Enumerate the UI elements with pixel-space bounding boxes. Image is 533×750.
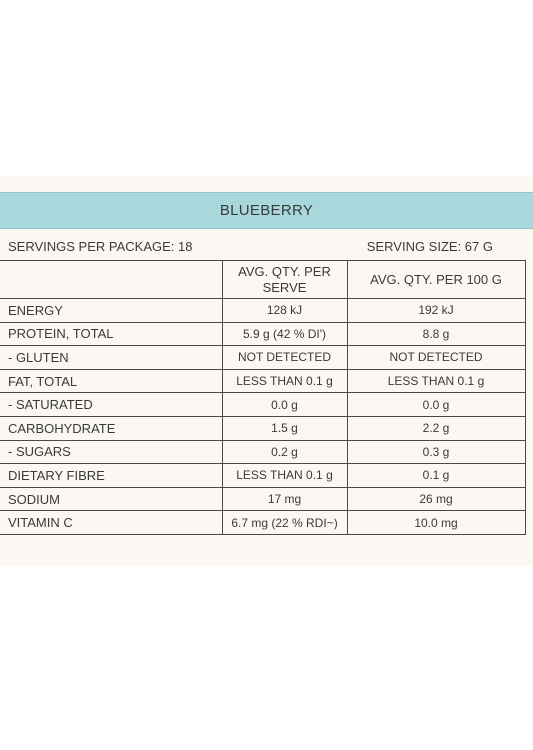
table-row: [0, 416, 525, 440]
row-label: FAT, TOTAL: [0, 369, 222, 393]
table-row: [0, 464, 525, 488]
row-label: ENERGY: [0, 299, 222, 323]
row-per-serve: 0.0 g: [222, 393, 347, 417]
row-per-100g: 192 kJ: [347, 299, 525, 323]
servings-row: [0, 232, 533, 262]
row-per-100g: 0.0 g: [347, 393, 525, 417]
row-per-serve: NOT DETECTED: [222, 346, 347, 370]
row-per-100g: 2.2 g: [347, 416, 525, 440]
row-per-100g: 0.3 g: [347, 440, 525, 464]
servings-per-package: SERVINGS PER PACKAGE: 18: [8, 239, 193, 254]
row-per-100g: LESS THAN 0.1 g: [347, 369, 525, 393]
row-label: - SATURATED: [0, 393, 222, 417]
nutrition-table: [0, 260, 526, 535]
table-row: [0, 299, 525, 323]
header-per-serve: AVG. QTY. PER SERVE: [222, 261, 347, 299]
row-label: VITAMIN C: [0, 511, 222, 535]
row-per-100g: 0.1 g: [347, 464, 525, 488]
row-per-100g: 10.0 mg: [347, 511, 525, 535]
row-label: CARBOHYDRATE: [0, 416, 222, 440]
row-per-serve: 5.9 g (42 % DI'): [222, 322, 347, 346]
table-row: [0, 346, 525, 370]
row-per-serve: 0.2 g: [222, 440, 347, 464]
header-per-100g: AVG. QTY. PER 100 G: [347, 261, 525, 299]
row-per-serve: 128 kJ: [222, 299, 347, 323]
row-per-100g: NOT DETECTED: [347, 346, 525, 370]
row-label: - GLUTEN: [0, 346, 222, 370]
row-label: - SUGARS: [0, 440, 222, 464]
header-empty-cell: [0, 261, 222, 299]
row-per-100g: 26 mg: [347, 487, 525, 511]
table-row: [0, 440, 525, 464]
row-label: PROTEIN, TOTAL: [0, 322, 222, 346]
row-label: DIETARY FIBRE: [0, 464, 222, 488]
row-label: SODIUM: [0, 487, 222, 511]
product-title: BLUEBERRY: [0, 192, 533, 229]
table-row: [0, 322, 525, 346]
row-per-serve: LESS THAN 0.1 g: [222, 464, 347, 488]
row-per-100g: 8.8 g: [347, 322, 525, 346]
row-per-serve: LESS THAN 0.1 g: [222, 369, 347, 393]
table-row: [0, 487, 525, 511]
table-row: [0, 511, 525, 535]
row-per-serve: 1.5 g: [222, 416, 347, 440]
nutrition-panel: [0, 176, 533, 566]
row-per-serve: 6.7 mg (22 % RDI~): [222, 511, 347, 535]
serving-size: SERVING SIZE: 67 G: [366, 239, 493, 254]
table-row: [0, 369, 525, 393]
table-header-row: [0, 261, 525, 299]
row-per-serve: 17 mg: [222, 487, 347, 511]
table-row: [0, 393, 525, 417]
